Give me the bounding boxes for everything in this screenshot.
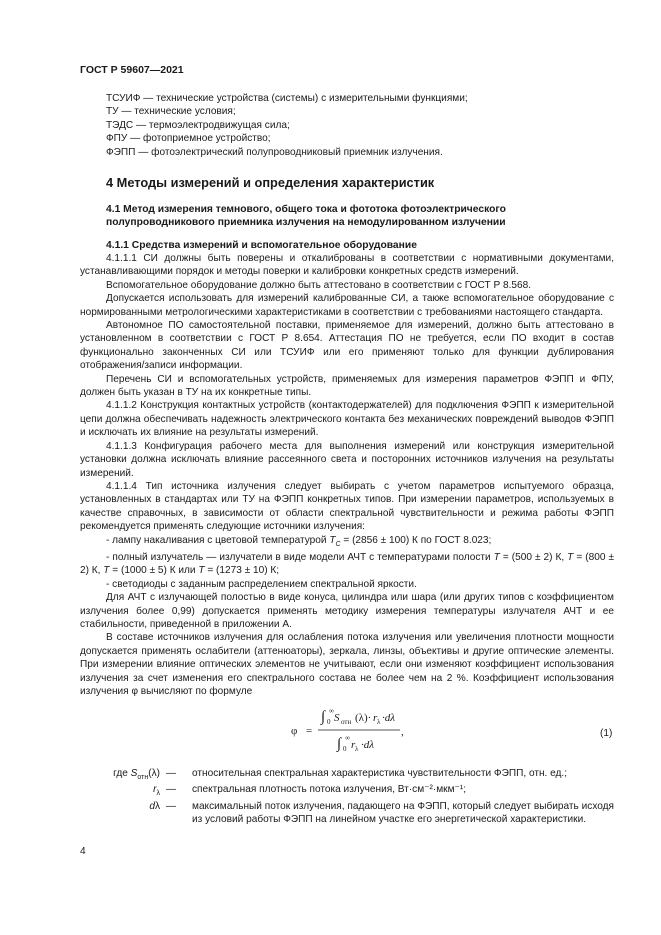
- formula-lhs: φ: [291, 725, 298, 737]
- page-number: 4: [80, 846, 86, 857]
- formula-comma: ,: [401, 726, 404, 738]
- den-r-sub: λ: [355, 745, 359, 753]
- integral-sign: ∫: [321, 709, 326, 725]
- abbreviation-item: ФПУ — фотоприемное устройство;: [106, 133, 271, 145]
- definition-item: где $S_{отн}(\lambda)$ — относительная спектральная характеристика чувствительности ФЭПП, отн. ед.;: [113, 768, 568, 782]
- list-item-led: - светодиоды с заданным распределением спектральной яркости.: [106, 578, 417, 590]
- paragraph: Перечень СИ и вспомогательных устройств, применяемых для измерения параметров ФЭПП и ФПУ, должен быть указан в ТУ на их конкретные типы.: [80, 373, 614, 399]
- abbreviation-item: ФЭПП — фотоэлектрический полупроводниковый приемник излучения.: [106, 146, 443, 158]
- section-title: 4 Методы измерений и определения характеристик: [106, 175, 435, 190]
- list-item-lamp: - лампу накаливания с цветовой температурой $T_C = (2856 \pm 100)$ К по ГОСТ 8.023;: [106, 534, 492, 548]
- num-s: S: [334, 712, 340, 724]
- paragraph: Вспомогательное оборудование должно быть аттестовано в соответствии с ГОСТ Р 8.568.: [106, 279, 532, 291]
- num-r-sub: λ: [377, 718, 381, 726]
- paragraph: Допускается использовать для измерений калиброванные СИ, а также вспомогательное оборудование с нормированными метрологическими характеристиками в соответствии с требованиями настоящего стандарта.: [80, 293, 614, 318]
- integral-upper: ∞: [329, 708, 334, 715]
- definition-item: $r_\lambda$ — спектральная плотность потока излучения, Вт·см⁻²·мкм⁻¹;: [153, 784, 467, 798]
- body-text: [80, 252, 614, 698]
- num-rest: (λ)·: [355, 712, 372, 724]
- abbreviations-list: [106, 92, 586, 159]
- formula-equals: =: [306, 725, 313, 737]
- equation-number: (1): [600, 728, 613, 739]
- list-item-blackbody: - полный излучатель — излучатели в виде модели АЧТ с температурами полости T = (500 ± 2) К, T = (800 ± 2) К, T = (1000 ± 5) К или T = (1273 ± 10) К;: [80, 551, 614, 577]
- num-d: ·dλ: [382, 712, 396, 724]
- subsubsection-title: 4.1.1 Средства измерений и вспомогательное оборудование: [106, 240, 417, 251]
- num-s-sub: отн: [341, 718, 352, 726]
- num-r: r: [373, 712, 378, 724]
- abbreviation-item: ТЭДС — термоэлектродвижущая сила;: [106, 119, 290, 131]
- subsection-title: 4.1 Метод измерения темнового, общего тока и фототока фотоэлектрического полупроводникового приемника излучения на немодулированном излучении: [106, 204, 506, 229]
- definitions-list: [80, 767, 614, 830]
- integral-lower: 0: [343, 745, 347, 753]
- integral-upper: ∞: [345, 734, 350, 742]
- abbreviation-item: ТСУИФ — технические устройства (системы) с измерительными функциями;: [106, 93, 468, 104]
- integral-lower: 0: [327, 718, 331, 726]
- abbreviation-item: ТУ — технические условия;: [106, 106, 236, 118]
- paragraph: 4.1.1.4 Тип источника излучения следует выбирать с учетом параметров испытуемого образца, установленных в стандартах или ТУ на ФЭПП конкретных типов. При измерении параметров, используемых в качестве справочных, в зависимости от области спектральной чувствительности и режима работы ФЭПП рекомендуется применять следующие источники излучения:: [80, 480, 614, 533]
- den-d: ·dλ: [361, 739, 375, 751]
- paragraph: 4.1.1.3 Конфигурация рабочего места для выполнения измерений или конструкция измерительной установки должна исключать влияние рассеянного света и посторонних источников излучения на результаты измерений.: [80, 440, 614, 479]
- den-r: r: [351, 739, 356, 751]
- integral-sign: ∫: [337, 736, 342, 752]
- definition-item: dλ — максимальный поток излучения, падающего на ФЭПП, который следует выбирать исходя из условий работы ФЭПП на линейном участке его энергетической характеристики.: [149, 800, 614, 826]
- paragraph: Для АЧТ с излучающей полостью в виде конуса, цилиндра или шара (или других типов с коэффициентом излучения более 0,99) допускается применять методику измерения температуры излучателя АЧТ и ее стабильности, приведенной в приложении А.: [80, 592, 614, 630]
- paragraph: 4.1.1.2 Конструкция контактных устройств (контактодержателей) для подключения ФЭПП к измерительной цепи должна обеспечивать надежность электрического контакта без механических повреждений выводов ФЭПП и исключать их влияние на результаты измерений.: [80, 400, 614, 439]
- formula-1: [0, 708, 661, 758]
- paragraph: В составе источников излучения для ослабления потока излучения или увеличения плотности мощности допускается применять ослабители (аттенюаторы), зеркала, линзы, объективы и другие оптические элементы. При измерении влияние оптических элементов не учитывают, если они изменяют коэффициент использования излучения за счет изменения его спектрального состава не более чем на 2 %. Коэффициент использования излучения φ вычисляют по формуле: [80, 632, 614, 698]
- document-header: ГОСТ Р 59607—2021: [80, 64, 184, 76]
- paragraph: Автономное ПО самостоятельной поставки, применяемое для измерений, должно быть аттестовано в установленном в соответствии с ГОСТ Р 8.654. Аттестация ПО не требуется, если ПО входит в состав функционально законченных СИ или ТСУИФ или его применяют только для функции дублирования отображения/записи информации.: [80, 320, 614, 372]
- paragraph: 4.1.1.1 СИ должны быть поверены и откалиброваны в соответствии с нормативными документами, устанавливающими порядок и методы поверки и калибровки конкретных средств измерений.: [80, 253, 614, 278]
